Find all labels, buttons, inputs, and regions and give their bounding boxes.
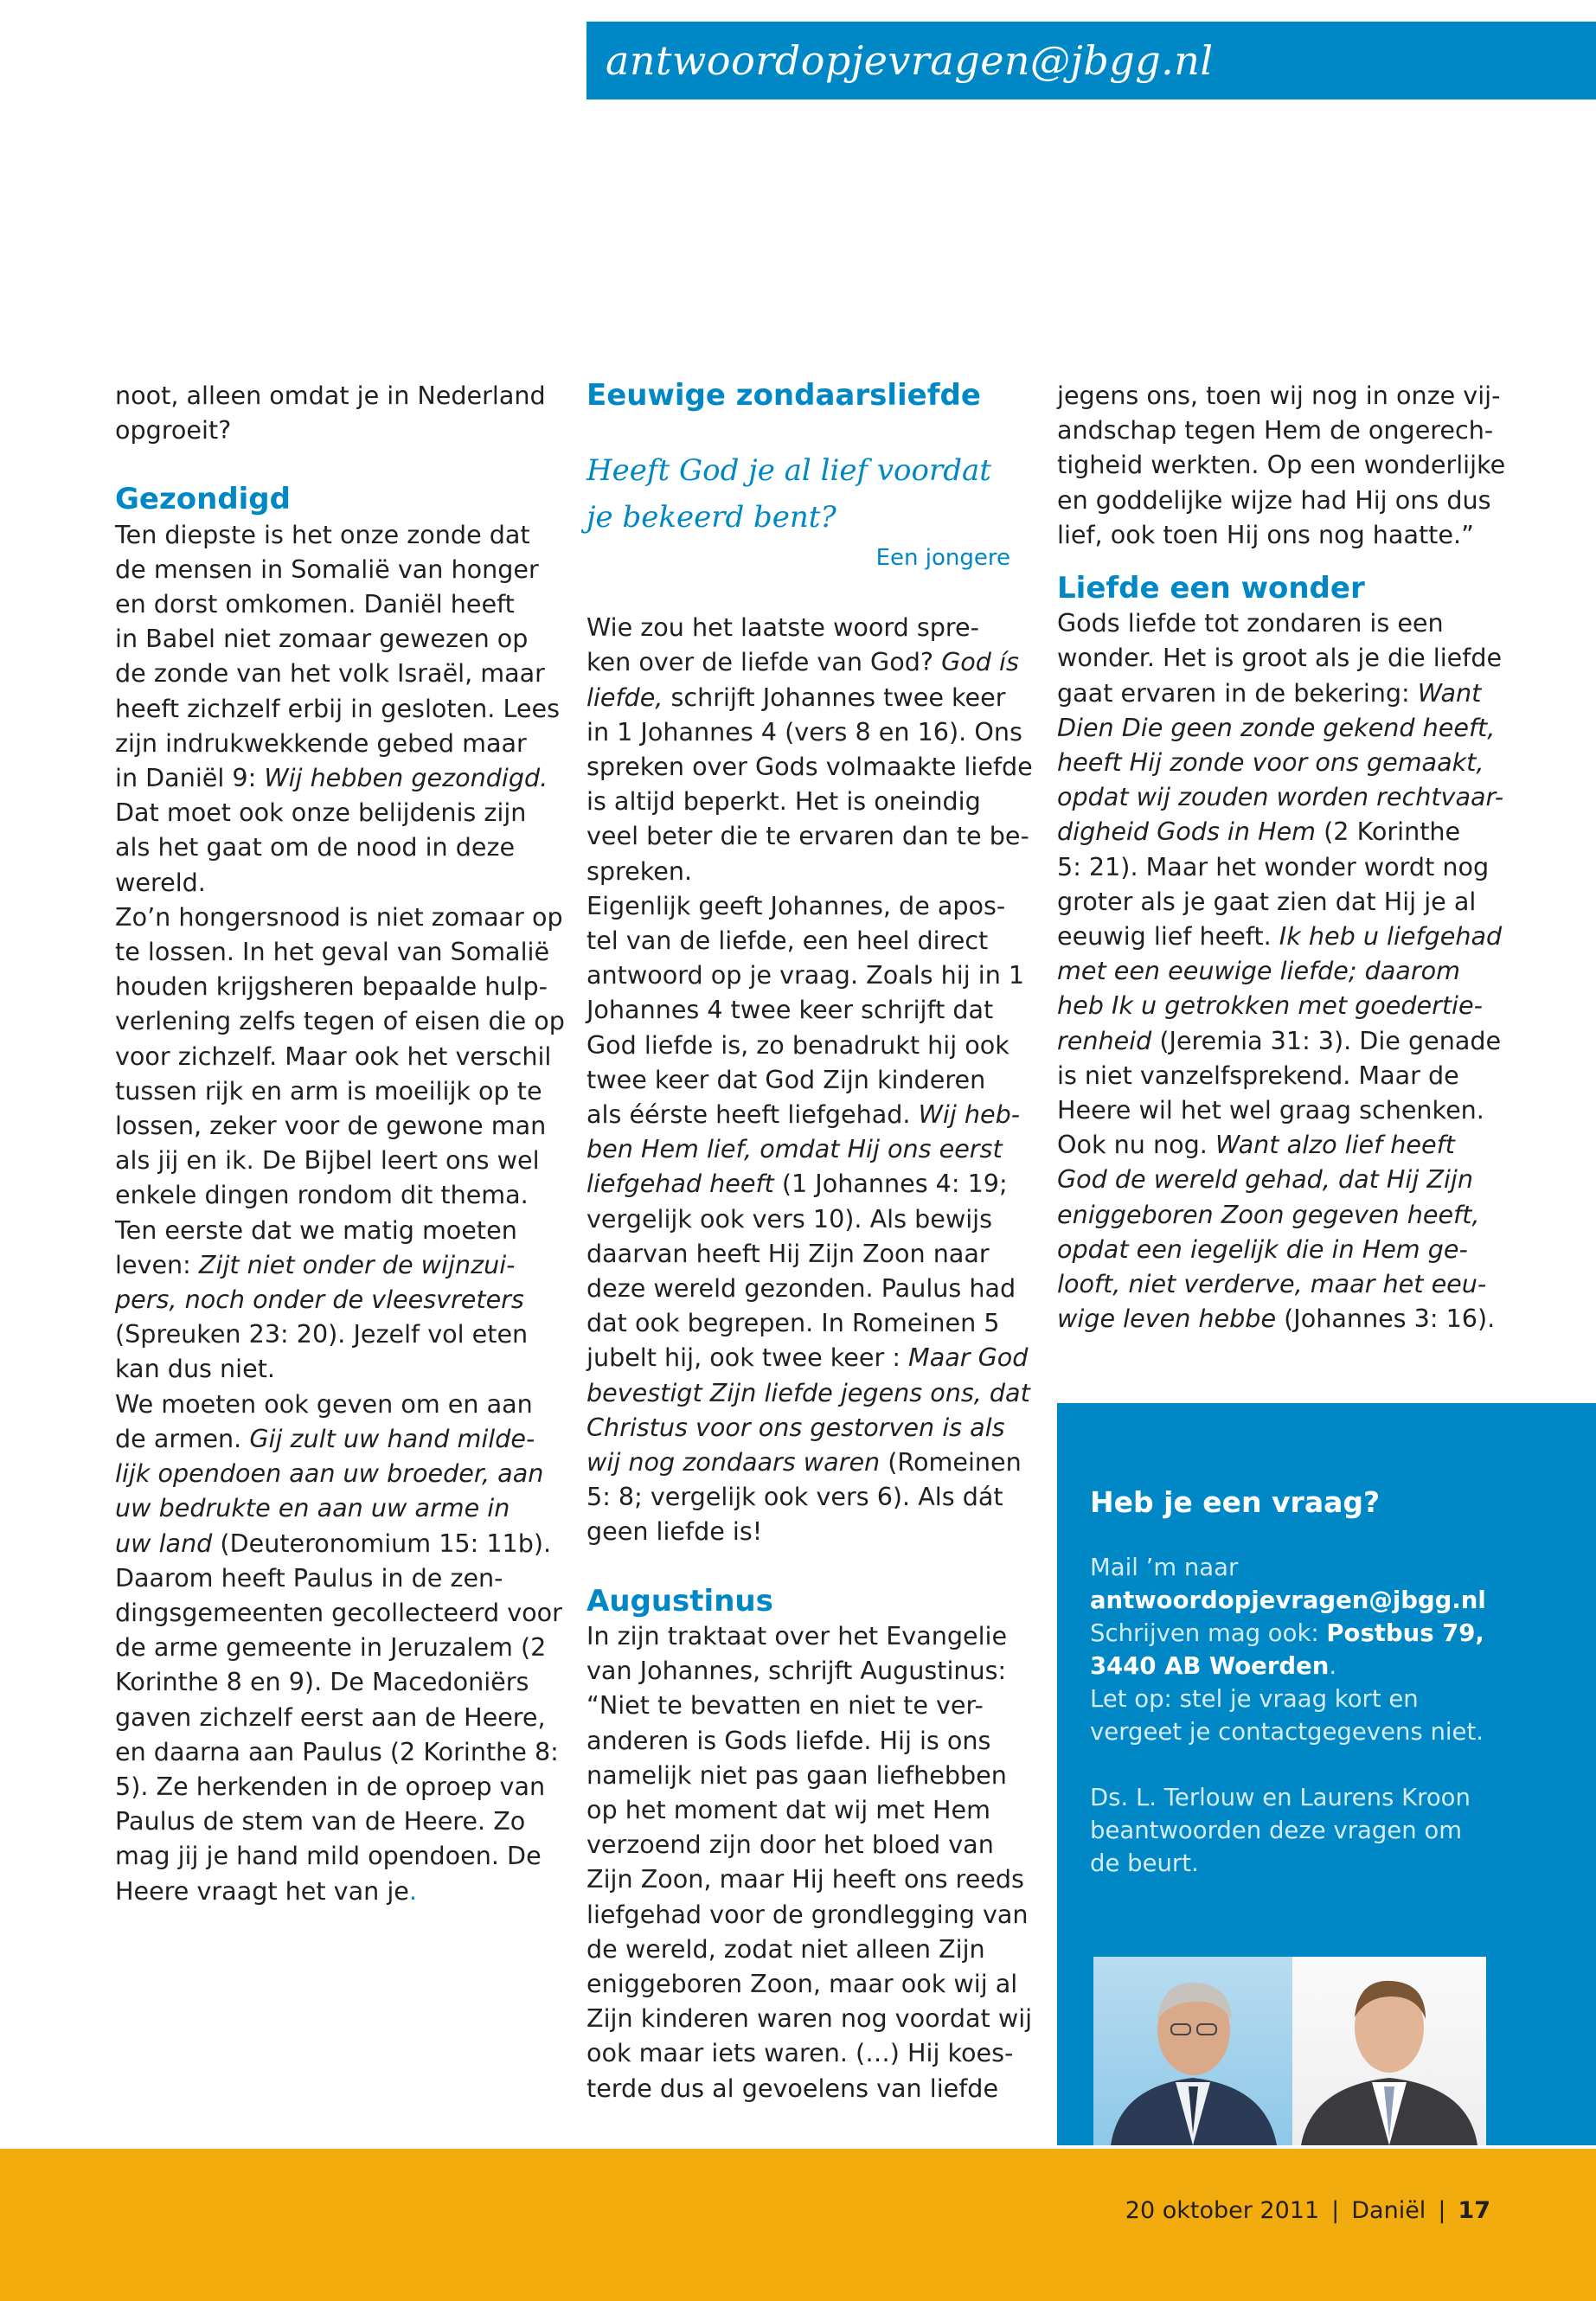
text-span: de armen. [115,1423,250,1453]
issue-date: 20 oktober 2011 [1125,2197,1320,2224]
quote-span: eniggeboren Zoon gegeven heeft, [1057,1199,1480,1229]
text-line: Ten diepste is het onze zonde dat [115,519,530,549]
text-line: kan dus niet. [115,1354,276,1384]
text-line: enkele dingen rondom dit thema. [115,1180,529,1210]
text-line: In zijn traktaat over het Evangelie [586,1620,1008,1650]
info-line [1090,1650,1574,1682]
text-line: Paulus de stem van de Heere. Zo [115,1806,526,1836]
text-span: . [1329,1652,1337,1680]
text-line: anderen is Gods liefde. Hij is ons [586,1725,991,1755]
quote-span: wige leven hebbe [1057,1304,1277,1334]
text-line: tel van de liefde, een heel direct [586,926,989,956]
heading-gezondigd: Gezondigd [115,482,291,517]
quote-span: digheid Gods in Hem [1057,817,1317,847]
text-line: noot, alleen omdat je in Nederland [115,381,546,410]
text-line: in 1 Johannes 4 (vers 8 en 16). Ons [586,716,1022,747]
postal-address: 3440 AB Woerden [1090,1652,1330,1680]
quote-span: bevestigt Zijn liefde jegens ons, dat [586,1377,1030,1407]
text-span: (Romeinen [880,1447,1022,1477]
person-silhouette-icon [1292,1957,1486,2145]
text-line: als jij en ik. De Bijbel leert ons wel [115,1145,540,1176]
text-line [1057,953,1507,988]
text-line [115,1421,548,1456]
text-line: Korinthe 8 en 9). De Macedoniërs [115,1667,529,1697]
info-line [1090,1584,1574,1617]
separator: | [1331,2197,1340,2224]
text-line: spreken. [586,856,693,886]
text-line [1057,1023,1507,1058]
text-line [586,1131,1036,1166]
text-line [115,1490,548,1525]
text-line: God liefde is, zo benadrukt hij ook [586,1029,1010,1060]
text-line: voor zichzelf. Maar ook het verschil [115,1041,552,1071]
spacer [586,1549,1036,1584]
reader-question [586,447,1036,541]
text-line: dat ook begrepen. In Romeinen 5 [586,1308,1000,1338]
text-line: op het moment dat wij met Hem [586,1794,990,1824]
text-line: deze wereld gezonden. Paulus had [586,1273,1016,1304]
text-line [1057,1266,1507,1301]
quote-span: Ik heb u liefgehad [1279,921,1503,952]
text-line [586,1375,1036,1410]
text-line [586,644,1036,679]
author-photos [1093,1957,1486,2145]
text-span: (1 Johannes 4: 19; [773,1169,1008,1199]
text-line: Dat moet ook onze belijdenis zijn [115,798,527,828]
text-line: jegens ons, toen wij nog in onze vij- [1057,381,1501,410]
text-line: terde dus al gevoelens van liefde [586,2073,999,2103]
text-line [586,1097,1036,1131]
info-line [1090,1617,1574,1650]
text-line: en daarna aan Paulus (2 Korinthe 8: [115,1736,559,1766]
text-line: (Spreuken 23: 20). Jezelf vol eten [115,1319,529,1349]
text-line: verlening zelfs tegen of eisen die op [115,1006,565,1036]
text-line: van Johannes, schrijft Augustinus: [586,1656,1007,1686]
text-line [586,680,1036,715]
page-number: 17 [1458,2197,1490,2224]
info-line: beantwoorden deze vragen om [1090,1817,1463,1844]
text-line [586,1445,1036,1479]
text-line: Gods liefde tot zondaren is een [1057,608,1444,638]
text-line: lief, ook toen Hij ons nog haatte.” [1057,519,1474,549]
text-line: Zijn kinderen waren nog voordat wij [586,2003,1033,2034]
text-span: (Jeremia 31: 3). Die genade [1151,1025,1502,1055]
text-line [115,1526,552,1561]
quote-span: Want [1417,677,1482,708]
text-line [1057,1301,1507,1336]
text-line: Heere wil het wel graag schenken. [1057,1095,1484,1125]
text-line: andschap tegen Hem de ongerech- [1057,415,1494,445]
question-line: Heeft God je al lief voordat [586,453,991,489]
text-line: heeft zichzelf erbij in gesloten. Lees [115,693,560,723]
quote-span: uw bedrukte en aan uw arme in [115,1493,510,1523]
text-line [586,1340,1036,1375]
quote-span: uw land [115,1528,213,1558]
heading-eeuwige-zondaarsliefde: Eeuwige zondaarsliefde [586,378,981,413]
text-line: Zijn Zoon, maar Hij heeft ons reeds [586,1864,1024,1894]
quote-span: wij nog zondaars waren [586,1447,881,1477]
quote-span: liefde, [586,682,663,712]
text-line: namelijk niet pas gaan liefhebben [586,1759,1007,1790]
text-span: eeuwig lief heeft. [1057,921,1279,952]
quote-span: lijk opendoen aan uw broeder, aan [115,1458,544,1489]
spacer [1090,1748,1574,1781]
quote-span: Wij hebben gezondigd. [264,763,548,793]
quote-span: looft, niet verderve, maar het eeu- [1057,1269,1487,1299]
text-line [115,1247,548,1282]
quote-span: heeft Hij zonde voor ons gemaakt, [1057,747,1484,778]
quote-span: Wij heb- [918,1099,1021,1130]
quote-span: Dien Die geen zonde gekend heeft, [1057,712,1496,742]
quote-span: Maar God [908,1343,1029,1373]
text-line [1057,745,1507,779]
heading-augustinus: Augustinus [586,1583,773,1618]
text-span: schrijft Johannes twee keer [663,682,1006,712]
separator: | [1438,2197,1446,2224]
column-2 [586,378,1036,2106]
text-line: vergelijk ook vers 10). Als bewijs [586,1203,993,1234]
magazine-name: Daniël [1351,2197,1426,2224]
text-line: Zo’n hongersnood is niet zomaar op [115,901,563,932]
quote-span: Gij zult uw hand milde- [249,1423,535,1453]
text-line [115,1456,548,1490]
heading-liefde-een-wonder: Liefde een wonder [1057,571,1365,606]
text-line [1057,1197,1507,1232]
text-line: tussen rijk en arm is moeilijk op te [115,1075,542,1106]
text-line: Johannes 4 twee keer schrijft dat [586,995,994,1025]
text-line: 5: 21). Maar het wonder wordt nog [1057,851,1490,881]
text-line [115,760,548,795]
spacer [115,447,548,482]
text-line: daarvan heeft Hij Zijn Zoon naar [586,1238,990,1268]
text-span: ken over de liefde van God? [586,647,942,677]
quote-span: Christus voor ons gestorven is als [586,1412,1005,1442]
photo-terlouw [1093,1957,1292,2145]
text-line: spreken over Gods volmaakte liefde [586,752,1033,782]
text-line: dingsgemeenten gecollecteerd voor [115,1597,562,1627]
text-line: de wereld, zodat niet alleen Zijn [586,1933,985,1964]
quote-span: Want alzo lief heeft [1215,1130,1455,1160]
text-line: Eigenlijk geeft Johannes, de apos- [586,890,1006,920]
text-line: wonder. Het is groot als je die liefde [1057,643,1503,673]
text-line: en goddelijke wijze had Hij ons dus [1057,484,1491,515]
column-1 [115,378,565,1908]
text-line [1057,814,1507,849]
text-line: 5: 8; vergelijk ook vers 6). Als dát [586,1482,1003,1512]
quote-span: renheid [1057,1025,1152,1055]
text-span: (2 Korinthe [1316,817,1461,847]
text-span: Heere vraagt het van je [115,1875,409,1906]
text-line: te lossen. In het geval van Somalië [115,937,550,967]
text-line: geen liefde is! [586,1516,763,1547]
text-line: Daarom heeft Paulus in de zen- [115,1562,503,1593]
text-span: gaat ervaren in de bekering: [1057,677,1418,708]
text-line [1057,779,1507,814]
text-line: mag jij je hand mild opendoen. De [115,1841,542,1871]
email-link[interactable]: antwoordopjevragen@jbgg.nl [1090,1586,1486,1614]
quote-span: liefgehad heeft [586,1169,774,1199]
header-bar [586,22,1596,99]
text-span: (Deuteronomium 15: 11b). [212,1528,552,1558]
text-line: “Niet te bevatten en niet te ver- [586,1690,984,1721]
text-line: veel beter die te ervaren dan te be- [586,821,1029,851]
quote-span: God de wereld gehad, dat Hij Zijn [1057,1164,1473,1195]
text-line [586,1410,1036,1445]
text-line [1057,1127,1507,1162]
text-line: twee keer dat God Zijn kinderen [586,1064,986,1094]
text-line [1057,919,1507,953]
quote-span: ben Hem lief, omdat Hij ons eerst [586,1134,1003,1164]
spacer [1057,552,1507,571]
info-line: de beurt. [1090,1849,1199,1877]
text-line: is niet vanzelfsprekend. Maar de [1057,1060,1459,1090]
end-mark: . [408,1875,417,1906]
photo-kroon [1292,1957,1486,2145]
text-line [115,1282,548,1317]
question-attribution: Een jongere [875,545,1010,572]
text-span: jubelt hij, ook twee keer : [586,1343,909,1373]
text-line: groter als je gaat zien dat Hij je al [1057,886,1477,916]
question-line: je bekeerd bent? [586,500,836,535]
text-span: Schrijven mag ook: [1090,1619,1327,1647]
question-info-box [1057,1403,1596,2145]
text-line [1057,1232,1507,1266]
text-span: als éérste heeft liefgehad. [586,1099,919,1130]
info-content [1090,1485,1574,1880]
text-span: in Daniël 9: [115,763,265,793]
text-line: 5). Ze herkenden in de oproep van [115,1771,546,1801]
text-line [1057,710,1507,745]
text-line: en dorst omkomen. Daniël heeft [115,589,515,619]
header-email: antwoordopjevragen@jbgg.nl [606,37,1214,84]
text-line: We moeten ook geven om en aan [115,1388,533,1419]
text-line: Wie zou het laatste woord spre- [586,612,979,643]
text-line: liefgehad voor de grondlegging van [586,1899,1029,1929]
text-line: de zonde van het volk Israël, maar [115,658,545,689]
text-line [115,1874,548,1908]
text-line: gaven zichzelf eerst aan de Heere, [115,1702,546,1732]
quote-span: pers, noch onder de vleesvreters [115,1285,524,1315]
text-line [1057,1162,1507,1196]
text-line: tigheid werkten. Op een wonderlijke [1057,450,1506,480]
info-line: Let op: stel je vraag kort en [1090,1685,1419,1713]
text-line: eniggeboren Zoon, maar ook wij al [586,1968,1018,1998]
text-line: wereld. [115,867,206,897]
spacer [586,575,1036,610]
text-span: (Johannes 3: 16). [1276,1304,1496,1334]
info-title: Heb je een vraag? [1090,1485,1381,1519]
text-line: als het gaat om de nood in deze [115,832,516,862]
quote-span: heb Ik u getrokken met goedertie- [1057,990,1483,1021]
postal-address: Postbus 79, [1326,1619,1484,1647]
text-line [1057,988,1507,1022]
quote-span: Zijt niet onder de wijnzui- [198,1249,516,1279]
info-line: Mail ’m naar [1090,1554,1239,1581]
text-span: Ook nu nog. [1057,1130,1215,1160]
info-line: Ds. L. Terlouw en Laurens Kroon [1090,1784,1471,1811]
text-line: in Babel niet zomaar gewezen op [115,624,529,654]
text-line: lossen, zeker voor de gewone man [115,1111,547,1141]
footer-bar [0,2149,1596,2301]
quote-span: opdat wij zouden worden rechtvaar- [1057,782,1504,812]
text-line [586,1166,1036,1201]
text-line: zijn indrukwekkende gebed maar [115,727,527,758]
footer-text [1125,2197,1490,2224]
text-line: opgroeit? [115,415,232,445]
text-span: leven: [115,1249,199,1279]
person-silhouette-icon [1093,1957,1292,2145]
column-3 [1057,378,1507,1336]
text-line: antwoord op je vraag. Zoals hij in 1 [586,960,1025,990]
quote-span: opdat een iegelijk die in Hem ge- [1057,1234,1468,1264]
info-line: vergeet je contactgegevens niet. [1090,1718,1484,1746]
text-line: ook maar iets waren. (…) Hij koes- [586,2038,1014,2068]
text-line: is altijd beperkt. Het is oneindig [586,786,981,817]
text-line: de arme gemeente in Jeruzalem (2 [115,1632,547,1663]
text-line [1057,676,1507,710]
text-line: de mensen in Somalië van honger [115,554,539,584]
text-line: houden krijgsheren bepaalde hulp- [115,971,548,1002]
spacer [586,413,1036,447]
quote-span: God ís [941,647,1019,677]
text-line: verzoend zijn door het bloed van [586,1830,994,1860]
quote-span: met een eeuwige liefde; daarom [1057,956,1460,986]
text-line: Ten eerste dat we matig moeten [115,1215,517,1245]
